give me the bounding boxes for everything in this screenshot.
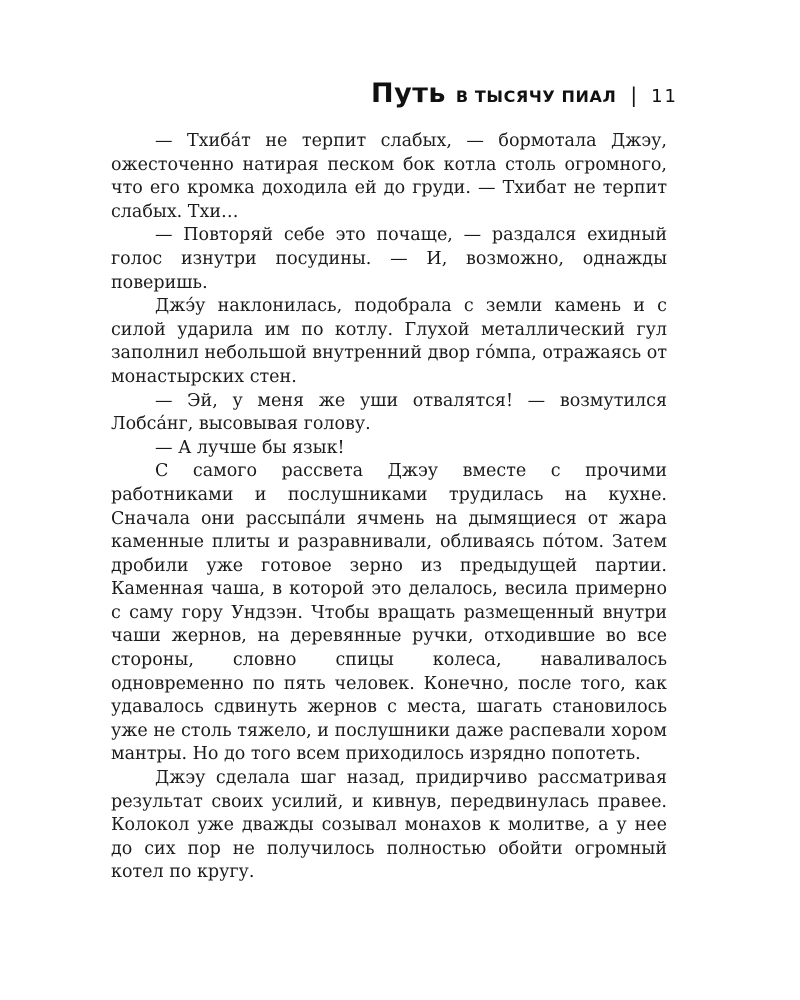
- paragraph-5: — А лучше бы язык!: [155, 437, 345, 458]
- page-number: 11: [651, 86, 678, 107]
- paragraph-7: Джэу сделала шаг назад, придирчиво рассматривая результат своих усилий, и кивнув, передвинулась правее. Колокол уже дважды созывал монахов к молитве, а у нее до сих пор не получилось полностью обойти огромный котел по кругу.: [111, 768, 667, 883]
- paragraph-3: Джэ́у наклонилась, подобрала с земли камень и с силой ударила им по котлу. Глухой металлический гул заполнил небольшой внутренний двор го́мпа, отражаясь от монастырских стен.: [111, 296, 667, 387]
- body-text: [111, 130, 667, 885]
- paragraph-4: — Эй, у меня же уши отвалятся! — возмутился Лобса́нг, высовывая голову.: [111, 390, 667, 435]
- book-title-first-word: Путь: [371, 78, 446, 109]
- book-title-rest: В ТЫСЯЧУ ПИАЛ: [455, 87, 617, 106]
- paragraph-6: С самого рассвета Джэу вместе с прочими работниками и послушниками трудилась на кухне. Сначала они рассыпа́ли ячмень на дымящиеся от жара каменные плиты и разравнивали, обливаясь по́том. Затем дробили уже готовое зерно из предыдущей партии. Каменная чаша, в которой это делалось, весила примерно с саму гору Ундзэн. Чтобы вращать размещенный внутри чаши жернов, на деревянные ручки, отходившие во все стороны, словно спицы колеса, наваливалось одновременно по пять человек. Конечно, после того, как удавалось сдвинуть жернов с места, шагать становилось уже не столь тяжело, и послушники даже распевали хором мантры. Но до того всем приходилось изрядно попотеть.: [111, 461, 667, 765]
- running-head: [371, 78, 678, 109]
- paragraph-1: — Тхиба́т не терпит слабых, — бормотала Джэу, ожесточенно натирая песком бок котла столь огромного, что его кромка доходила ей до груди. — Тхибат не терпит слабых. Тхи…: [111, 131, 667, 222]
- paragraph-2: — Повторяй себе это почаще, — раздался ехидный голос изнутри посудины. — И, возможно, однажды поверишь.: [111, 225, 667, 293]
- header-separator: |: [630, 83, 638, 107]
